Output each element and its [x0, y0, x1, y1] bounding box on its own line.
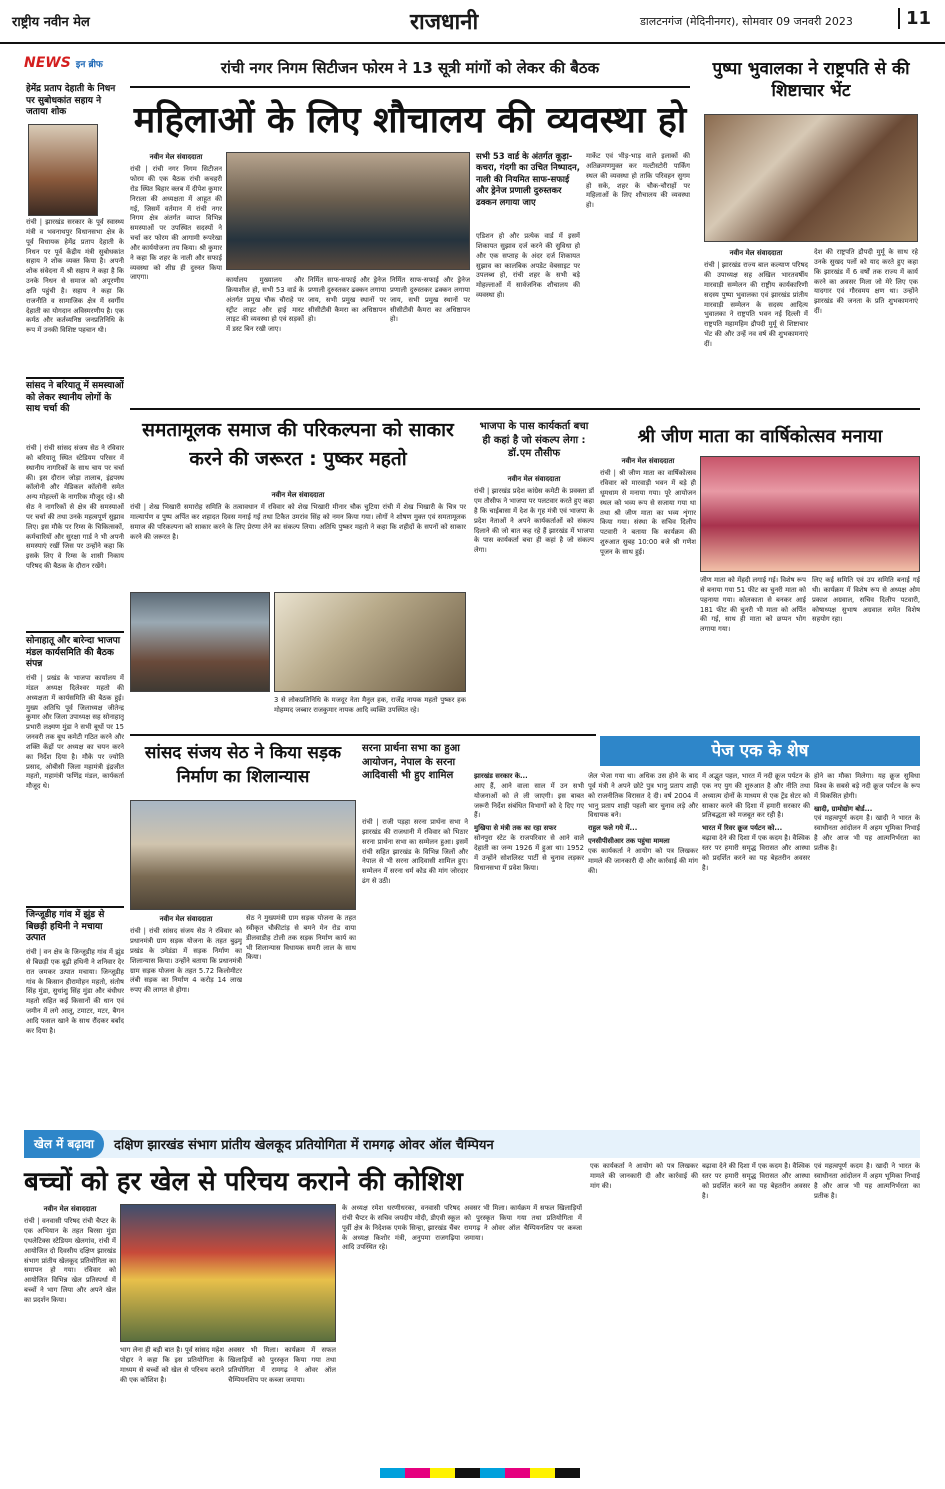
sports-col-5: अवसर भी मिला। कार्यक्रम में सफल खिलाड़ियों को पुरस्कृत किया गया तथा प्रतियोगिता में रामगढ़ ने ओवर ऑल चैम्पियनशिप पर कब्जा जमाया। — [464, 1204, 582, 1242]
dateline: डालटनगंज (मेदिनीनगर), सोमवार 09 जनवरी 2023 — [640, 15, 853, 28]
jeen-col-2: जीण माता को मेंहदी लगाई गई। विशेष रूप से बनाया गया 51 फीट का चुनरी माता को पहनाया गया। कोलकाता से बनकर आई 181 फीट की चुनरी भी माता को अर्पित की गई, साथ ही माता को छप्पन भोग लगाया गया। — [700, 576, 806, 634]
sports-kicker: दक्षिण झारखंड संभाग प्रांतीय खेलकूद प्रतियोगिता में रामगढ़ ओवर ऑल चैम्पियन — [114, 1138, 494, 1153]
article-text: में अद्भुत पहल, भारत में नदी क्रूज पर्यटन के एक नए युग की शुरुआत है और नीति तथा अध्यात्म दोनों के माध्यम से एक ट्रेंड सेटर को साकार करने की दिशा में हमारी सरकार की प्रतिबद्धता को मजबूत कर रही है। — [702, 772, 810, 820]
brief-headline: हेमेंद्र प्रताप देहाती के निधन पर सुबोधकांत सहाय ने जताया शोक — [26, 84, 116, 118]
byline: नवीन मेल संवाददाता — [621, 457, 675, 465]
sports-col-3: अवसर भी मिला। कार्यक्रम में सफल खिलाड़ियों को पुरस्कृत किया गया तथा प्रतियोगिता में रामगढ़ ने ओवर ऑल चैम्पियनशिप पर कब्जा जमाया। — [228, 1346, 336, 1384]
samata-headline: समतामूलक समाज की परिकल्पना को साकार करने की जरूरत : पुष्कर महतो — [142, 419, 454, 470]
strip-swatch — [480, 1468, 505, 1478]
divider — [130, 408, 920, 410]
photo-right — [274, 592, 466, 692]
pushpa-col-2: देश की राष्ट्रपति द्रौपदी मुर्मू के साथ रहे उनके सुखद पलों को याद करते हुए कहा कि झारखंड में 6 वर्षों तक राज्य में कार्य करने का अवसर मिला जो मेरे लिए एक यादगार एवं गौरवमय क्षण था। उन्होंने झारखंड की जनता के प्रति शुभकामनाएं दीं। — [814, 248, 918, 316]
brief-headline-2: सांसद ने बरियातू में समस्याओं को लेकर स्थानीय लोगों के साथ चर्चा की — [26, 381, 124, 415]
pushpa-col-1 — [704, 248, 808, 402]
shesh-col-3 — [702, 772, 810, 1114]
celebration-photo — [700, 456, 920, 572]
strip-swatch — [530, 1468, 555, 1478]
shesh-col-4 — [814, 772, 920, 1114]
byline: नवीन मेल संवाददाता — [43, 1205, 97, 1213]
newsbrief-label: NEWS — [24, 55, 71, 71]
article-text: एवं महत्वपूर्ण कदम है। खादी ने भारत के स्वाधीनता आंदोलन में अहम भूमिका निभाई है और आज भी यह आत्मनिर्भरता का प्रतीक है। — [814, 814, 920, 852]
color-registration-strip — [380, 1468, 580, 1478]
sarna-headline: सरना प्रार्थना सभा का हुआ आयोजन, नेपाल के सरना आदिवासी भी हुए शामिल — [362, 743, 460, 781]
jeen-col-1 — [600, 456, 696, 730]
strip-swatch — [455, 1468, 480, 1478]
jeen-headline: श्री जीण माता का वार्षिकोत्सव मनाया — [637, 426, 883, 447]
article-col-2b: निर्मित साफ-सफाई और ड्रेनेज प्रणाली दुरुस्तकर ढक्कन लगाया जाय, सभी प्रमुख स्थानों पर सीसीटीवी कैमरा का अधिष्ठापन हो। — [308, 276, 386, 324]
meeting-photo — [226, 152, 470, 270]
article-text: आए हैं, आने वाला साल में उन सभी योजनाओं को ले ली जाएगी। इस बाबत जरूरी निर्देश संबंधित विभागों को दे दिए गए हैं। — [474, 781, 584, 820]
strip-swatch — [505, 1468, 530, 1478]
article-text: बढ़ावा देने की दिशा में एक कदम है। वैश्विक स्तर पर हमारी समृद्ध विरासत और आस्था को प्रदर्शित करने का यह बेहतरीन अवसर है। — [702, 834, 810, 872]
brief-body-4: रांची | वन क्षेत्र के जिन्जूडीह गांव में झुंड से बिछड़ी एक बूढ़ी हथिनी ने शनिवार देर रात जमकर उत्पात मचाया। जिन्जूडीह गांव के किसान हीरामोहन महतो, संतोष सिंह मुंडा, सुधांशु सिंह मुंडा और बंधीधर महतो सहित कई किसानों की धान एवं जमीन में लगे आलू, टमाटर, मटर, बैगन आदि फसल खाने के साथ रौंदकर बर्बाद कर दिया है। — [26, 948, 124, 1035]
byline: नवीन मेल संवाददाता — [507, 475, 561, 483]
article-text: रांची | रांची सांसद संजय सेठ ने रविवार को प्रधानमंत्री ग्राम सड़क योजना के तहत बुढ़मू प्रखंड के उमेडंडा में सड़क निर्माण का शिलान्यास किया। उन्होंने बताया कि प्रधानमंत्री ग्राम सड़क योजना के तहत 5.72 किलोमीटर लंबी सड़क का निर्माण 4 करोड़ 14 लाख रुपए की लागत से होगा। — [130, 927, 242, 995]
article-text: जेल भेजा गया था। अधिक उस होने के बाद पूर्व मंत्री ने अपने छोटे पुत्र भानु प्रताप शाही को राजनीतिक विरासत दे दी। वर्ष 2004 में भानु प्रताप शाही पहली बार चुनाव लड़े और विधायक बने। — [588, 772, 698, 820]
portrait-photo — [28, 124, 98, 216]
shesh-col-4-cont: एवं महत्वपूर्ण कदम है। खादी ने भारत के स्वाधीनता आंदोलन में अहम भूमिका निभाई है और आज भी यह आत्मनिर्भरता का प्रतीक है। — [814, 1162, 920, 1200]
article-text: होने का मौका मिलेगा। यह क्रूज सुविधा विश्व के सबसे बड़े नदी क्रूज पर्यटन के रूप में विकसित होगी। — [814, 772, 920, 800]
sports-banner — [24, 1130, 920, 1158]
bhajpa-body — [474, 474, 594, 730]
article-text: रांची | वनवासी परिषद रांची चैप्टर के एक अभियान के तहत बिरसा मुंडा एथलेटिक्स स्टेडियम खेलगांव, रांची में आयोजित दो दिवसीय दक्षिण झारखंड संभाग प्रांतीय खेलकूद प्रतियोगिता का समापन हो गया। रविवार को आयोजित विभिन्न खेल प्रतिस्पर्धा में बच्चों ने भाग लिया और अपने खेल का प्रदर्शन किया। — [24, 1217, 116, 1304]
foundation-photo — [130, 800, 356, 910]
shesh-col-3-cont: बढ़ावा देने की दिशा में एक कदम है। वैश्विक स्तर पर हमारी समृद्ध विरासत और आस्था को प्रदर्शित करने का यह बेहतरीन अवसर है। — [702, 1162, 810, 1200]
sports-col-2: भाग लेना ही बड़ी बात है। पूर्व सांसद महेश पोद्दार ने कहा कि इस प्रतियोगिता के माध्यम से बच्चों को खेल से परिचय कराने की एक कोशिश है। — [120, 1346, 224, 1384]
sub-head: खादी, ग्रामोद्योग बोर्ड... — [814, 804, 873, 813]
subheadline: सभी 53 वार्ड के अंतर्गत कूड़ा-कचरा, गंदगी का उचित निष्पादन, नाली की नियमित साफ-सफाई और ड्रेनेज प्रणाली दुरुस्तकर ढक्कन लगाया जाए — [476, 152, 580, 208]
president-meeting-photo — [704, 114, 918, 242]
sports-label: खेल में बढ़ावा — [24, 1130, 104, 1158]
brief-body-3: रांची | प्रखंड के भाजपा कार्यालय में मंडल अध्यक्ष दिलेश्वर महतो की अध्यक्षता में कार्यसमिति की बैठक हुई। मुख्य अतिथि पूर्व जिलाध्यक्ष जीतेन्द्र कुमार और जिला उपाध्यक्ष सह सोनाहातू प्रभारी लक्ष्मण मुंडा ने सभी बूथों पर 15 जनवरी तक बूथ कमेटी गठित करने और शक्ति केंद्रों पर अध्यक्ष का चयन करने का निर्देश दिया है। मौके पर ज्योति प्रसाद, ओबीसी जिला महामंत्री इंद्रजीत महतो, महामंत्री फणिंद्र मंडल, कार्यकर्ता मौजूद थे। — [26, 674, 124, 791]
article-col-4: एडिशन हो और प्रत्येक वार्ड में इसमें शिकायत सुझाव दर्ज करने की सुविधा हो और एक सप्ताह के अंदर दर्ज शिकायत सुझाव का कालबिक अपडेट वेबसाइट पर उपलब्ध हो, रांची शहर के सभी बड़े मोहल्लाओं में सार्वजनिक शौचालय की व्यवस्था हो। — [476, 232, 580, 300]
page-number: 11 — [898, 8, 931, 29]
article-text: रांची | शेख भिखारी समारोह समिति के तत्वावधान में रविवार को शेख भिखारी मीनार चौक चुटिया रांची में शेख भिखारी के चित्र पर माल्यार्पण व पुष्प अर्पित कर शहादत दिवस मनाई गई तथा टिकैत उमरांव सिंह को नमन किया गया। लोगों ने शोषण मुक्त एवं समतामूलक समाज की परिकल्पना को साकार करने के लिए प्रेरणा लेने का संकल्प लिया। अतिथि पुष्कर महतो ने कहा कि शहीदों के सपनों को साकार करने की जरूरत है। — [130, 503, 466, 541]
sarna-body: रांची | राजी पड़हा सरना प्रार्थना सभा ने झारखंड की राजधानी में रविवार को भिठार सरना प्रार्थना सभा का सम्मेलन हुआ। इसमें रांची सहित झारखंड के विभिन्न जिलों और नेपाल से भी सरना आदिवासी शामिल हुए। सम्मेलन में सरना धर्म कोड की मांग जोरदार ढंग से उठी। — [362, 818, 468, 886]
photo-caption: 3 से लोकप्रतिनिधि के मजदूर नेता मैनुल हक, राजेंद्र नायक महतो पुष्कर हक मोहम्मद जब्बार राजकुमार नायक आदि व्यक्ति उपस्थित रहे। — [274, 696, 466, 714]
bhajpa-headline: भाजपा के पास कार्यकर्ता बचा ही कहां है जो संकल्प लेगा : डॉ.एम तौसीफ — [479, 421, 589, 459]
kicker: रांची नगर निगम सिटीजन फोरम ने 13 सूत्री मांगों को लेकर की बैठक — [220, 59, 600, 77]
sub-head: भारत में रिवर क्रूज पर्यटन को... — [702, 824, 783, 833]
article-col-3: निर्मित साफ-सफाई और ड्रेनेज प्रणाली दुरुस्तकर ढक्कन लगाया जाय, सभी प्रमुख स्थानों पर सीसीटीवी कैमरा का अधिष्ठापन हो। — [390, 276, 470, 324]
strip-swatch — [430, 1468, 455, 1478]
article-col-5: मार्केट एवं भीड़-भाड़ वाले इलाकों की अतिक्रमणमुक्त कर मल्टीस्टोरी पार्किंग स्थल की व्यवस्था हो ताकि परिवहन सुगम हो सके, शहर के चौक-चौराहों पर महिलाओं के लिए शौचालय की व्यवस्था हो। — [586, 152, 690, 210]
divider — [26, 906, 124, 908]
article-text: रांची | श्री जीण माता का वार्षिकोत्सव रविवार को मारवाड़ी भवन में बड़े ही धूमधाम से मनाया गया। पूरे आयोजन स्थल को भव्य रूप से सजाया गया था तथा श्री जीण माता का भव्य शृंगार किया गया। संस्था के सचिव दिलीप पटवारी ने बताया कि कार्यक्रम की शुरुआत सुबह 10:00 बजे श्री गणेश पूजन के साथ हुई। — [600, 469, 696, 556]
article-text: रांची | झारखंड राज्य बाल कल्याण परिषद की उपाध्यक्ष सह अखिल भारतवर्षीय मारवाड़ी सम्मेलन की राष्ट्रीय कार्यकारिणी सदस्य पुष्पा भुवालका एवं झारखंड प्रांतीय मारवाड़ी सम्मेलन के सदस्य आदित्य भुवालका ने राष्ट्रपति भवन नई दिल्ली में राष्ट्रपति महामहिम द्रौपदी मुर्मू से शिष्टाचार भेंट की और उन्हें नव वर्ष की शुभकामनाएं दीं। — [704, 261, 808, 348]
shesh-col-1 — [474, 772, 584, 1114]
continued-section-bar: पेज एक के शेष — [600, 736, 920, 766]
main-headline: महिलाओं के लिए शौचालय की व्यवस्था हो — [133, 100, 687, 141]
article-text: सोनपुरा स्टेट के राजपरिवार से आने वाले देहाती का जन्म 1926 में हुआ था। 1952 में उन्होंने सोशलिस्ट पार्टी से चुनाव लड़कर विधानसभा में प्रवेश किया। — [474, 834, 584, 872]
sanjay-col-2: सेठ ने मुख्यमंत्री ग्राम सड़क योजना के तहत स्वीकृत चौकीटांड़ से बमने मेन रोड वाया डीलवाडीह टोली तक सड़क निर्माण कार्य का भी शिलान्यास विधायक समरी लाल के साथ किया। — [246, 914, 356, 962]
byline: नवीन मेल संवाददाता — [271, 491, 325, 499]
strip-swatch — [555, 1468, 580, 1478]
strip-swatch — [380, 1468, 405, 1478]
newsbrief-header — [24, 52, 122, 82]
shesh-col-2 — [588, 772, 698, 1114]
jump-head: झारखंड सरकार के... — [474, 772, 528, 780]
sports-col-1 — [24, 1204, 116, 1456]
divider — [130, 86, 690, 88]
article-text: रांची | रांची नगर निगम सिटीजन फोरम की एक बैठक रांची कचहरी रोड स्थित बिहार क्लब में दीपेश कुमार निराला की अध्यक्षता में आहूत की गई, जिसमें वर्तमान में रांची नगर निगम क्षेत्र अंतर्गत व्याप्त विभिन्न समस्याओं पर उपस्थित सदस्यों ने चर्चा कर फोरम की आगामी रूपरेखा और कार्ययोजना तय किया। श्री कुमार ने कहा कि शहर के नाली और सफाई व्यवस्था को शीघ्र ही दुरुस्त किया जाएगा। — [130, 165, 222, 282]
divider — [26, 631, 124, 633]
masthead — [0, 0, 945, 44]
jeen-col-3: लिए कई समिति एवं उप समिति बनाई गई थी। कार्यक्रम में विशेष रूप से अध्यक्ष ओम प्रकाश अग्रवाल, सचिव दिलीप पटवारी, कोषाध्यक्ष सुभाष अग्रवाल समेत विशेष सहयोग रहा। — [812, 576, 920, 624]
brief-headline-3: सोनाहातू और बारेन्दा भाजपा मंडल कार्यसमिति की बैठक संपन्न — [26, 636, 121, 670]
sanjay-col-1 — [130, 914, 242, 1114]
section-title: राजधानी — [410, 10, 479, 35]
newsbrief-sub: इन ब्रीफ — [75, 60, 103, 70]
article-col-2: कार्यालय मुख्यालय और क्रियाशील हो, सभी 53 वार्ड के अंतर्गत प्रमुख चौक चौराहे पर स्ट्रीट लाइट और हाई मास्ट लाइट की व्यवस्था हो एवं सड़कों में डस्ट बिन रखी जाए। — [226, 276, 304, 334]
byline: नवीन मेल संवाददाता — [729, 249, 783, 257]
photo-left — [130, 592, 270, 692]
divider — [26, 377, 124, 379]
byline: नवीन मेल संवाददाता — [159, 915, 213, 923]
sub-head: मुखिया से मंत्री तक का रहा सफर — [474, 824, 557, 833]
brief-headline-4: जिन्जूडीह गांव में झुंड से बिछड़ी हथिनी ने मचाया उत्पात — [26, 910, 105, 944]
sports-photo — [120, 1204, 336, 1342]
brief-item-1 — [26, 84, 124, 119]
divider — [130, 734, 596, 736]
shesh-col-2-cont: एक कार्यकर्ता ने आयोग को पत्र लिखकर मामले की जानकारी दी और कार्रवाई की मांग की। — [590, 1162, 698, 1190]
strip-swatch — [405, 1468, 430, 1478]
sports-headline: बच्चों को हर खेल से परिचय कराने की कोशिश — [24, 1167, 463, 1197]
article-col-1 — [130, 152, 222, 402]
brief-body-1: रांची | झारखंड सरकार के पूर्व स्वास्थ्य मंत्री व भवनाथपुर विधानसभा क्षेत्र के पूर्व विधायक हेमेंद्र प्रताप देहाती के निधन पर पूर्व केंद्रीय मंत्री सुबोधकांत सहाय ने शोक व्यक्त किया है। अपनी शोक संवेदना में श्री सहाय ने कहा है कि उनके निधन से समाज को अपूरणीय क्षति पहुंची है। सहाय ने कहा कि राजनीति व सामाजिक क्षेत्र में स्वर्गीय देहाती का योगदान अविस्मरणीय है। एक कर्मठ और कर्तव्यनिष्ठ जनप्रतिनिधि के रूप में उनकी विशिष्ट पहचान थी। — [26, 218, 124, 335]
article-text: एक कार्यकर्ता ने आयोग को पत्र लिखकर मामले की जानकारी दी और कार्रवाई की मांग की। — [588, 846, 698, 875]
samata-body — [130, 490, 466, 586]
brief-body-2: रांची | रांची सांसद संजय सेठ ने रविवार को बरियातू स्थित स्टेडियम परिसर में स्थानीय नागरिकों के साथ चाय पर चर्चा की। इस दौरान जोड़ा तालाब, इंद्रपस्थ कॉलोनी और मेडिकल कॉलोनी समेत अन्य मोहल्लों के नागरिक मौजूद रहे। श्री सेठ ने नागरिकों से क्षेत्र की समस्याओं पर चर्चा की तथा उनके महत्वपूर्ण सुझाव लिए। इस मौके पर रिम्स के चिकित्सकों, कर्मचारियों और सुरक्षा गार्ड ने भी अपनी समस्याएं रखीं जिस पर उन्होंने कहा कि इसके लिए वे रिम्स के शासी निकाय परिषद की बैठक के दौरान रखेंगे। — [26, 444, 124, 571]
sanjay-headline: सांसद संजय सेठ ने किया सड़क निर्माण का शिलान्यास — [144, 743, 342, 787]
sports-col-4: के अध्यक्ष रमेश धरणीधरका, वनवासी परिषद रांची चैप्टर के सचिव जयदीप मोदी, डीएवी स्कूल पूर्वी क्षेत्र के निदेशक एमके सिन्हा, झारखंड चैंबर के अध्यक्ष किशोर मंत्री, अनुपमा राजगढ़िया आदि उपस्थित रहे। — [342, 1204, 460, 1252]
sub-head: एनसीपीसीआर तक पहुंचा मामला — [588, 837, 670, 846]
byline: नवीन मेल संवाददाता — [149, 153, 203, 161]
article-text: रांची | झारखंड प्रदेश कांग्रेस कमेटी के प्रवक्ता डॉ एम तौसीफ ने भाजपा पर पलटवार करते हुए कहा है कि चाईबासा में देश के गृह मंत्री एवं भाजपा के प्रदेश नेताओं ने अपने कार्यकर्ताओं को संकल्प दिलाने की जो बात कह रहे हैं झारखंड में भाजपा के पास कार्यकर्ता बचा ही कहां है जो संकल्प लेगा। — [474, 487, 594, 555]
pushpa-headline: पुष्पा भुवालका ने राष्ट्रपति से की शिष्टाचार भेंट — [712, 59, 910, 102]
newspaper-logo: राष्ट्रीय नवीन मेल — [12, 15, 90, 30]
sub-head: राहुल फले गये में... — [588, 824, 638, 833]
